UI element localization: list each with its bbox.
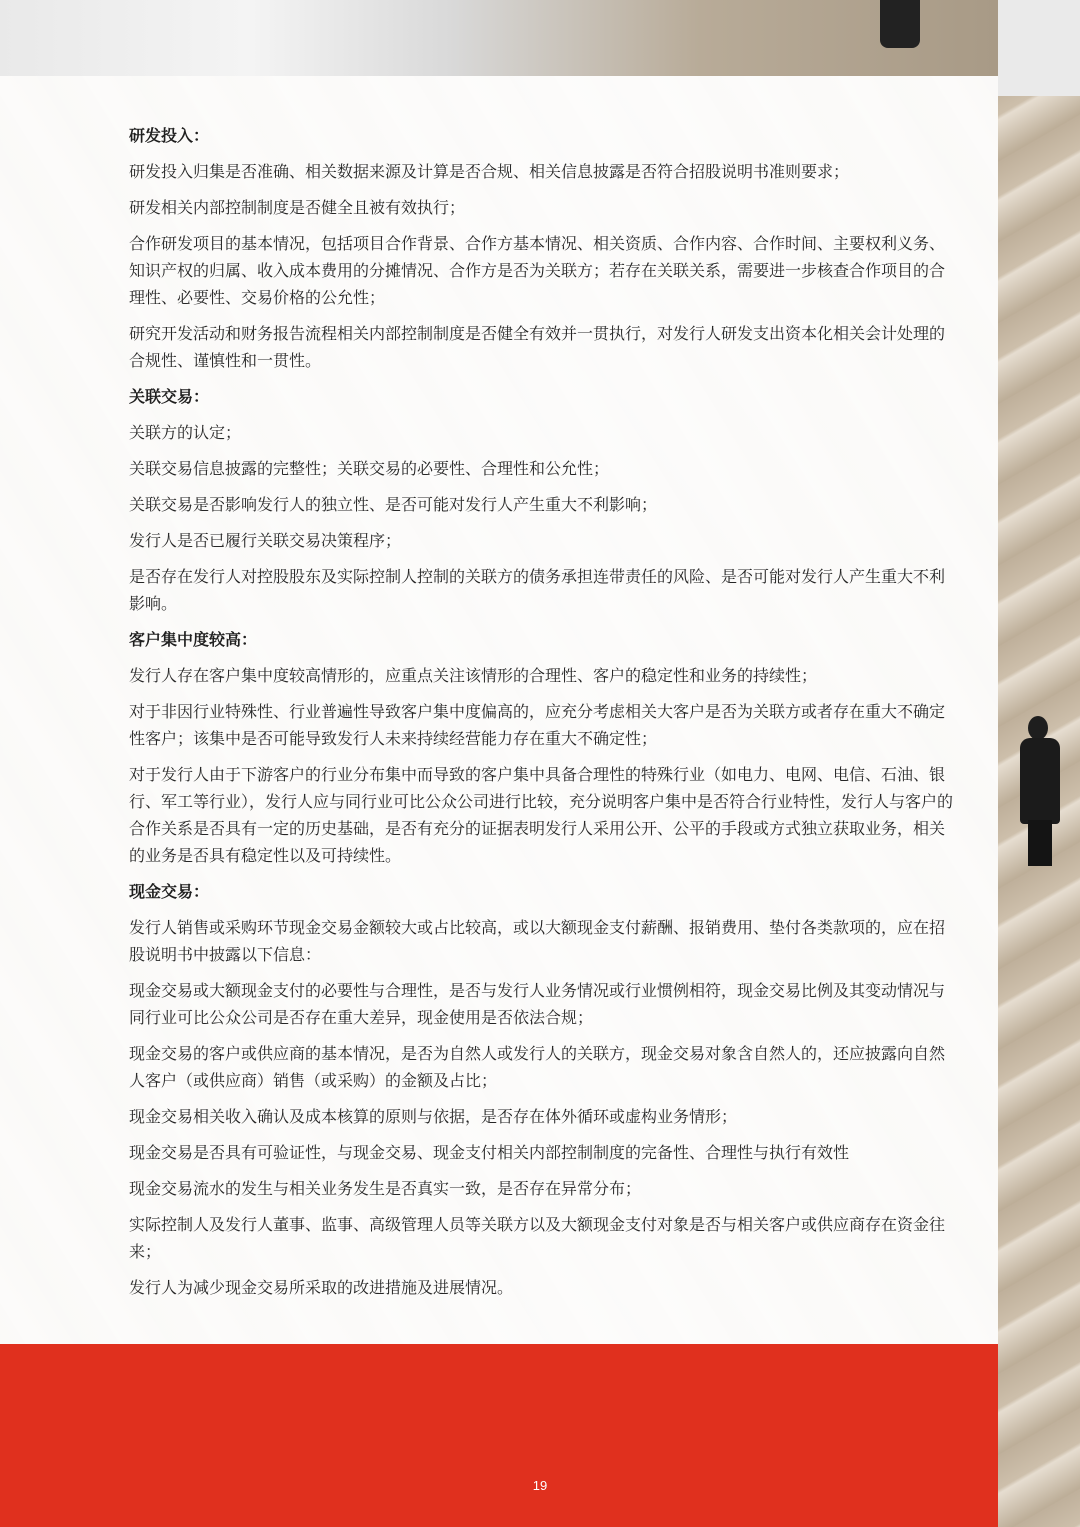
paragraph: 现金交易流水的发生与相关业务发生是否真实一致，是否存在异常分布； (129, 1179, 642, 1198)
section-heading: 现金交易： (129, 882, 210, 901)
paragraph: 关联方的认定； (129, 423, 242, 442)
paragraph: 对于发行人由于下游客户的行业分布集中而导致的客户集中具备合理性的特殊行业（如电力、电网、电信、石油、银行、军工等行业），发行人应与同行业可比公众公司进行比较，充分说明客户集中是否符合行业特性，发行人与客户的合作关系是否具有一定的历史基础，是否有充分的证据表明发行人采用公开、公平的手段或方式独立获取业务，相关的业务是否具有稳定性以及可持续性。 (129, 765, 954, 865)
red-footer-band (0, 1344, 998, 1527)
page-number: 19 (532, 1478, 548, 1493)
document-content (129, 122, 955, 1310)
header-photo-strip (0, 0, 1000, 76)
section-customer-concentration (129, 626, 955, 869)
paragraph: 发行人是否已履行关联交易决策程序； (129, 531, 402, 550)
paragraph: 现金交易是否具有可验证性，与现金交易、现金支付相关内部控制制度的完备性、合理性与执行有效性 (129, 1143, 850, 1162)
section-heading: 关联交易： (129, 387, 210, 406)
paragraph: 实际控制人及发行人董事、监事、高级管理人员等关联方以及大额现金支付对象是否与相关客户或供应商存在资金往来； (129, 1215, 946, 1261)
paragraph: 发行人销售或采购环节现金交易金额较大或占比较高，或以大额现金支付薪酬、报销费用、垫付各类款项的，应在招股说明书中披露以下信息： (129, 918, 946, 964)
paragraph: 研发投入归集是否准确、相关数据来源及计算是否合规、相关信息披露是否符合招股说明书准则要求； (129, 162, 850, 181)
section-related-transactions (129, 383, 955, 617)
paragraph: 是否存在发行人对控股股东及实际控制人控制的关联方的债务承担连带责任的风险、是否可能对发行人产生重大不利影响。 (129, 567, 946, 613)
paragraph: 现金交易相关收入确认及成本核算的原则与依据，是否存在体外循环或虚构业务情形； (129, 1107, 738, 1126)
section-rd-investment (129, 122, 955, 374)
paragraph: 关联交易是否影响发行人的独立性、是否可能对发行人产生重大不利影响； (129, 495, 658, 514)
paragraph: 对于非因行业特殊性、行业普遍性导致客户集中度偏高的，应充分考虑相关大客户是否为关联方或者存在重大不确定性客户；该集中是否可能导致发行人未来持续经营能力存在重大不确定性； (129, 702, 946, 748)
paragraph: 关联交易信息披露的完整性；关联交易的必要性、合理性和公允性； (129, 459, 610, 478)
paragraph: 合作研发项目的基本情况，包括项目合作背景、合作方基本情况、相关资质、合作内容、合作时间、主要权利义务、知识产权的归属、收入成本费用的分摊情况、合作方是否为关联方；若存在关联关系，需要进一步核查合作项目的合理性、必要性、交易价格的公允性； (129, 234, 946, 307)
paragraph: 研究开发活动和财务报告流程相关内部控制制度是否健全有效并一贯执行，对发行人研发支出资本化相关会计处理的合规性、谨慎性和一贯性。 (129, 324, 946, 370)
paragraph: 发行人存在客户集中度较高情形的，应重点关注该情形的合理性、客户的稳定性和业务的持续性； (129, 666, 818, 685)
businessman-figure (1018, 716, 1064, 866)
paragraph: 发行人为减少现金交易所采取的改进措施及进展情况。 (129, 1278, 514, 1297)
walking-person-figure (880, 0, 920, 48)
section-heading: 客户集中度较高： (129, 630, 258, 649)
paragraph: 研发相关内部控制制度是否健全且被有效执行； (129, 198, 466, 217)
paragraph: 现金交易或大额现金支付的必要性与合理性，是否与发行人业务情况或行业惯例相符，现金交易比例及其变动情况与同行业可比公众公司是否存在重大差异，现金使用是否依法合规； (129, 981, 946, 1027)
section-cash-transactions (129, 878, 955, 1301)
paragraph: 现金交易的客户或供应商的基本情况，是否为自然人或发行人的关联方，现金交易对象含自然人的，还应披露向自然人客户（或供应商）销售（或采购）的金额及占比； (129, 1044, 946, 1090)
section-heading: 研发投入： (129, 126, 210, 145)
right-top-light-block (998, 0, 1080, 96)
